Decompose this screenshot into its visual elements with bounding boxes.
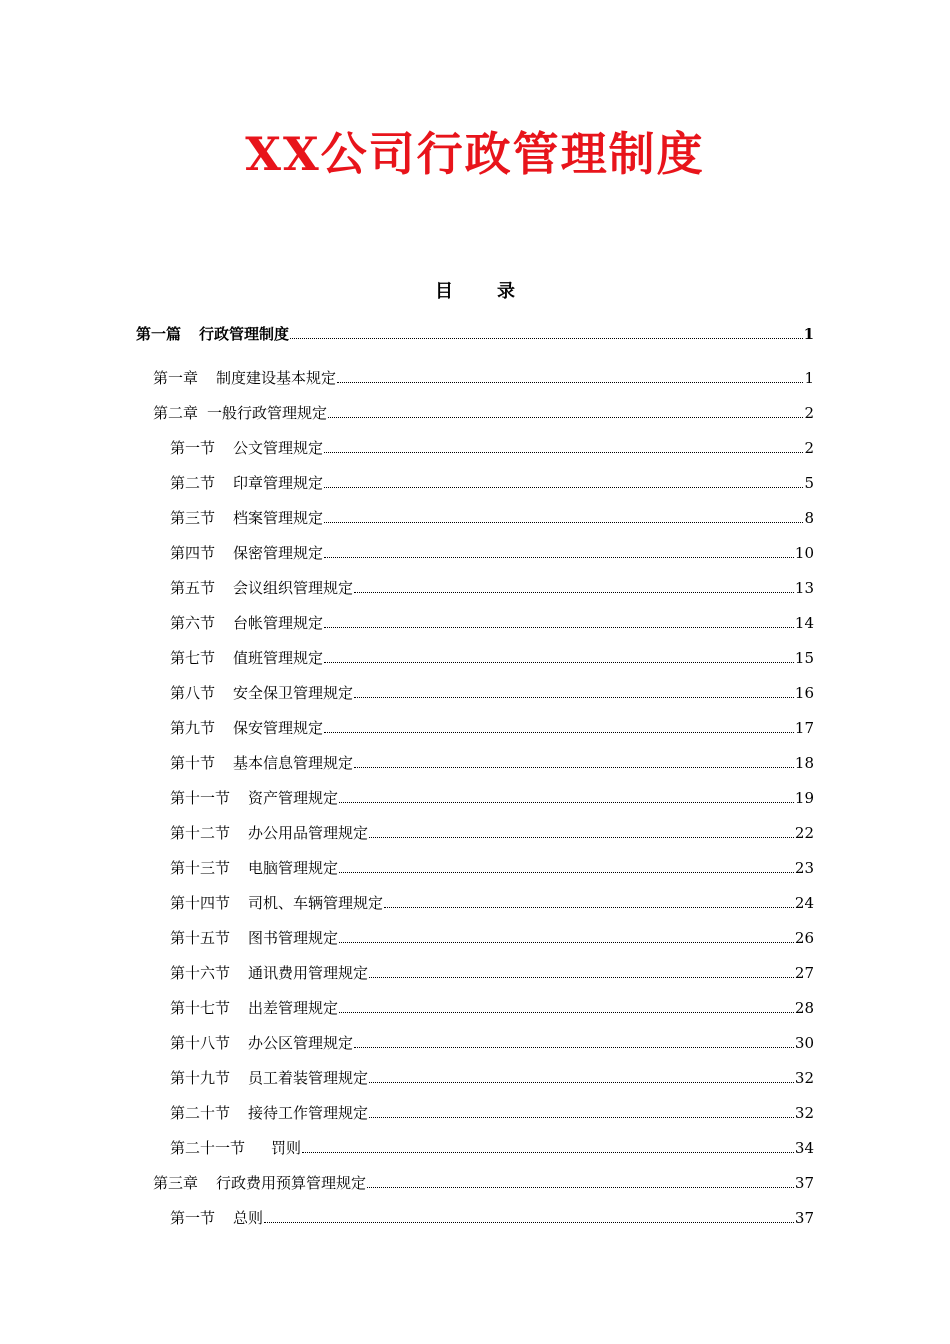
toc-entry-title: 行政管理制度 <box>199 325 290 343</box>
toc-entry[interactable] <box>170 783 814 813</box>
toc-entry-page: 34 <box>794 1139 814 1157</box>
toc-entry-number: 第十六节 <box>170 964 231 982</box>
toc-heading-char-2: 录 <box>497 281 515 302</box>
toc-leader-dots <box>354 1047 794 1048</box>
toc-entry[interactable] <box>170 923 814 953</box>
toc-entry-title: 员工着装管理规定 <box>248 1069 369 1087</box>
toc-entry-page: 24 <box>794 894 814 912</box>
toc-entry-title: 办公用品管理规定 <box>248 824 369 842</box>
toc-entry-page: 26 <box>794 929 814 947</box>
toc-entry-number: 第九节 <box>170 719 216 737</box>
toc-entry-title: 通讯费用管理规定 <box>248 964 369 982</box>
toc-entry[interactable] <box>153 398 814 428</box>
toc-entry-page: 18 <box>794 754 814 772</box>
toc-entry-page: 30 <box>794 1034 814 1052</box>
toc-leader-dots <box>354 767 794 768</box>
toc-leader-dots <box>367 1187 794 1188</box>
toc-entry[interactable] <box>170 468 814 498</box>
toc-entry[interactable] <box>170 1098 814 1128</box>
toc-heading <box>0 280 950 304</box>
toc-entry-page: 32 <box>794 1104 814 1122</box>
toc-entry[interactable] <box>170 1063 814 1093</box>
toc-entry-title: 保安管理规定 <box>233 719 324 737</box>
toc-leader-dots <box>354 592 794 593</box>
toc-entry-title: 资产管理规定 <box>248 789 339 807</box>
toc-entry-number: 第十四节 <box>170 894 231 912</box>
toc-entry-number: 第三节 <box>170 509 216 527</box>
toc-entry[interactable] <box>170 958 814 988</box>
toc-entry-number: 第二节 <box>170 474 216 492</box>
toc-entry-number: 第十节 <box>170 754 216 772</box>
toc-entry-number: 第一节 <box>170 1209 216 1227</box>
toc-entry[interactable] <box>170 573 814 603</box>
toc-entry-number: 第十二节 <box>170 824 231 842</box>
toc-entry-page: 32 <box>794 1069 814 1087</box>
toc-entry[interactable] <box>170 1203 814 1233</box>
toc-leader-dots <box>324 522 803 523</box>
toc-leader-dots <box>339 802 794 803</box>
toc-leader-dots <box>324 487 803 488</box>
toc-entry-title: 值班管理规定 <box>233 649 324 667</box>
toc-entry-title: 行政费用预算管理规定 <box>216 1174 367 1192</box>
toc-entry-page: 8 <box>804 509 814 527</box>
toc-leader-dots <box>302 1152 794 1153</box>
toc-entry-title: 台帐管理规定 <box>233 614 324 632</box>
toc-entry-number: 第二十节 <box>170 1104 231 1122</box>
toc-entry-page: 14 <box>794 614 814 632</box>
toc-entry-title: 安全保卫管理规定 <box>233 684 354 702</box>
toc-entry-number: 第八节 <box>170 684 216 702</box>
toc-leader-dots <box>324 452 803 453</box>
toc-entry[interactable] <box>170 538 814 568</box>
toc-entry-number: 第二十一节 <box>170 1139 246 1157</box>
toc-leader-dots <box>324 557 794 558</box>
toc-leader-dots <box>337 382 803 383</box>
toc-leader-dots <box>324 627 794 628</box>
toc-leader-dots <box>339 942 794 943</box>
toc-entry-number: 第十三节 <box>170 859 231 877</box>
toc-leader-dots <box>328 417 803 418</box>
toc-entry-number: 第十七节 <box>170 999 231 1017</box>
toc-entry-page: 13 <box>794 579 814 597</box>
toc-entry-page: 2 <box>804 439 814 457</box>
document-title: XX公司行政管理制度 <box>245 127 705 181</box>
toc-leader-dots <box>369 977 794 978</box>
toc-entry-page: 10 <box>794 544 814 562</box>
toc-entry-number: 第一节 <box>170 439 216 457</box>
toc-entry-title: 会议组织管理规定 <box>233 579 354 597</box>
toc-entry[interactable] <box>170 888 814 918</box>
toc-entry[interactable] <box>170 678 814 708</box>
toc-entry[interactable] <box>170 993 814 1023</box>
toc-entry-page: 17 <box>794 719 814 737</box>
toc-entry-page: 15 <box>794 649 814 667</box>
toc-entry-page: 22 <box>794 824 814 842</box>
toc-entry[interactable] <box>170 643 814 673</box>
toc-leader-dots <box>324 732 794 733</box>
toc-entry-number: 第三章 <box>153 1174 199 1192</box>
toc-entry-number: 第五节 <box>170 579 216 597</box>
toc-entry-page: 37 <box>794 1209 814 1227</box>
toc-entry-title: 公文管理规定 <box>233 439 324 457</box>
toc-entry-number: 第十九节 <box>170 1069 231 1087</box>
toc-entry-title: 印章管理规定 <box>233 474 324 492</box>
toc-entry[interactable] <box>153 363 814 393</box>
toc-entry-number: 第七节 <box>170 649 216 667</box>
toc-entry-page: 27 <box>794 964 814 982</box>
toc-entry-number: 第二章 <box>153 404 199 422</box>
toc-entry-title: 接待工作管理规定 <box>248 1104 369 1122</box>
toc-leader-dots <box>369 1082 794 1083</box>
toc-entry-page: 19 <box>794 789 814 807</box>
toc-entry-page: 23 <box>794 859 814 877</box>
toc-entry-page: 5 <box>804 474 814 492</box>
toc-entry-number: 第一篇 <box>136 325 182 343</box>
toc-entry-title: 一般行政管理规定 <box>207 404 328 422</box>
toc-entry[interactable] <box>170 748 814 778</box>
toc-entry-title: 司机、车辆管理规定 <box>248 894 384 912</box>
toc-entry-title: 档案管理规定 <box>233 509 324 527</box>
toc-entry-page: 1 <box>804 369 814 387</box>
toc-entry[interactable] <box>153 1168 814 1198</box>
toc-entry-page: 37 <box>794 1174 814 1192</box>
toc-leader-dots <box>324 662 794 663</box>
toc-entry[interactable] <box>170 608 814 638</box>
toc-leader-dots <box>369 837 794 838</box>
toc-entry[interactable] <box>170 1028 814 1058</box>
toc-leader-dots <box>264 1222 794 1223</box>
toc-entry-title: 出差管理规定 <box>248 999 339 1017</box>
toc-entry-title: 保密管理规定 <box>233 544 324 562</box>
toc-leader-dots <box>384 907 794 908</box>
toc-entry-page: 16 <box>794 684 814 702</box>
toc-entry-title: 电脑管理规定 <box>248 859 339 877</box>
toc-entry[interactable] <box>170 503 814 533</box>
toc-entry-number: 第十一节 <box>170 789 231 807</box>
toc-entry[interactable] <box>170 818 814 848</box>
toc-entry-page: 1 <box>803 325 814 343</box>
toc-leader-dots <box>290 338 803 339</box>
toc-entry-title: 办公区管理规定 <box>248 1034 354 1052</box>
toc-entry-page: 28 <box>794 999 814 1017</box>
toc-entry[interactable] <box>170 1133 814 1163</box>
toc-leader-dots <box>339 872 794 873</box>
toc-entry-title: 基本信息管理规定 <box>233 754 354 772</box>
toc-entry-number: 第六节 <box>170 614 216 632</box>
toc-entry[interactable] <box>136 319 814 349</box>
toc-entry[interactable] <box>170 433 814 463</box>
toc-heading-char-1: 目 <box>435 281 453 302</box>
toc-entry-number: 第十五节 <box>170 929 231 947</box>
toc-entry[interactable] <box>170 713 814 743</box>
toc-leader-dots <box>354 697 794 698</box>
toc-entry-title: 制度建设基本规定 <box>216 369 337 387</box>
toc-entry[interactable] <box>170 853 814 883</box>
toc-entry-page: 2 <box>804 404 814 422</box>
toc-entry-title: 图书管理规定 <box>248 929 339 947</box>
toc-entry-title: 总则 <box>233 1209 264 1227</box>
toc-leader-dots <box>339 1012 794 1013</box>
toc-entry-number: 第四节 <box>170 544 216 562</box>
toc-entry-number: 第一章 <box>153 369 199 387</box>
toc-entry-title: 罚则 <box>271 1139 302 1157</box>
toc-entry-number: 第十八节 <box>170 1034 231 1052</box>
toc-leader-dots <box>369 1117 794 1118</box>
